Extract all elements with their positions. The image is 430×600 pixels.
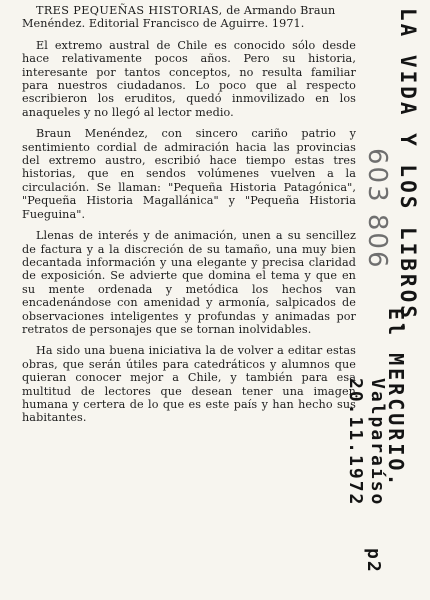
handwritten-catalog-number: 603 806 [362,148,392,270]
article-byline: de Armando Braun Menéndez. Editorial Francisco de Aguirre. 1971. [22,4,336,31]
article-heading [22,4,356,31]
article-paragraph-3: Llenas de interés y de animación, unen a su sencillez de factura y a la discreción de su tamaño, una muy bien decantada información y una elegante y precisa claridad de exposición. Se advierte que domina el tema y que en su mente ordenada y metódica los hechos van encadenándose con amenidad y armonía, salpicados de observaciones inteligentes y profundas y animadas por retratos de personajes que se tornan inolvidables. [22,229,356,336]
handwritten-section-note: LA VIDA Y LOS LIBROS. [396,8,420,337]
article-paragraph-4: Ha sido una buena iniciativa la de volver a editar estas obras, que serán útiles para catedráticos y alumnos que quieran conocer mejor a Chile, y también para esa multitud de lectores que desean tener una imagen humana y certera de lo que es este país y han hecho sus habitantes. [22,344,356,425]
handwritten-page-number: p2 [363,548,384,574]
handwritten-city: Valparaíso [367,378,388,507]
article-paragraph-2: Braun Menéndez, con sincero cariño patrio y sentimiento cordial de admiración hacia las provincias del extremo austro, escribió hace tiempo estas tres historias, que en sendos volúmenes vuelven a la circulación. Se llaman: "Pequeña Historia Patagónica", "Pequeña Historia Magallánica" y "Pequeña Historia Fueguina". [22,127,356,221]
handwritten-newspaper-name: El MERCURIO. [384,308,408,489]
article-title: TRES PEQUEÑAS HISTORIAS, [36,4,223,17]
article-paragraph-1: El extremo austral de Chile es conocido sólo desde hace relativamente pocos años. Pero su historia, interesante por tantos conceptos, no resulta familiar para nuestros ciudadanos. Lo poco que al respecto escribieron los eruditos, quedó inmovilizado en los anaqueles y no llegó al lector medio. [22,38,356,119]
handwritten-date: 20.11.1972 [345,378,366,507]
article-column [22,4,356,433]
